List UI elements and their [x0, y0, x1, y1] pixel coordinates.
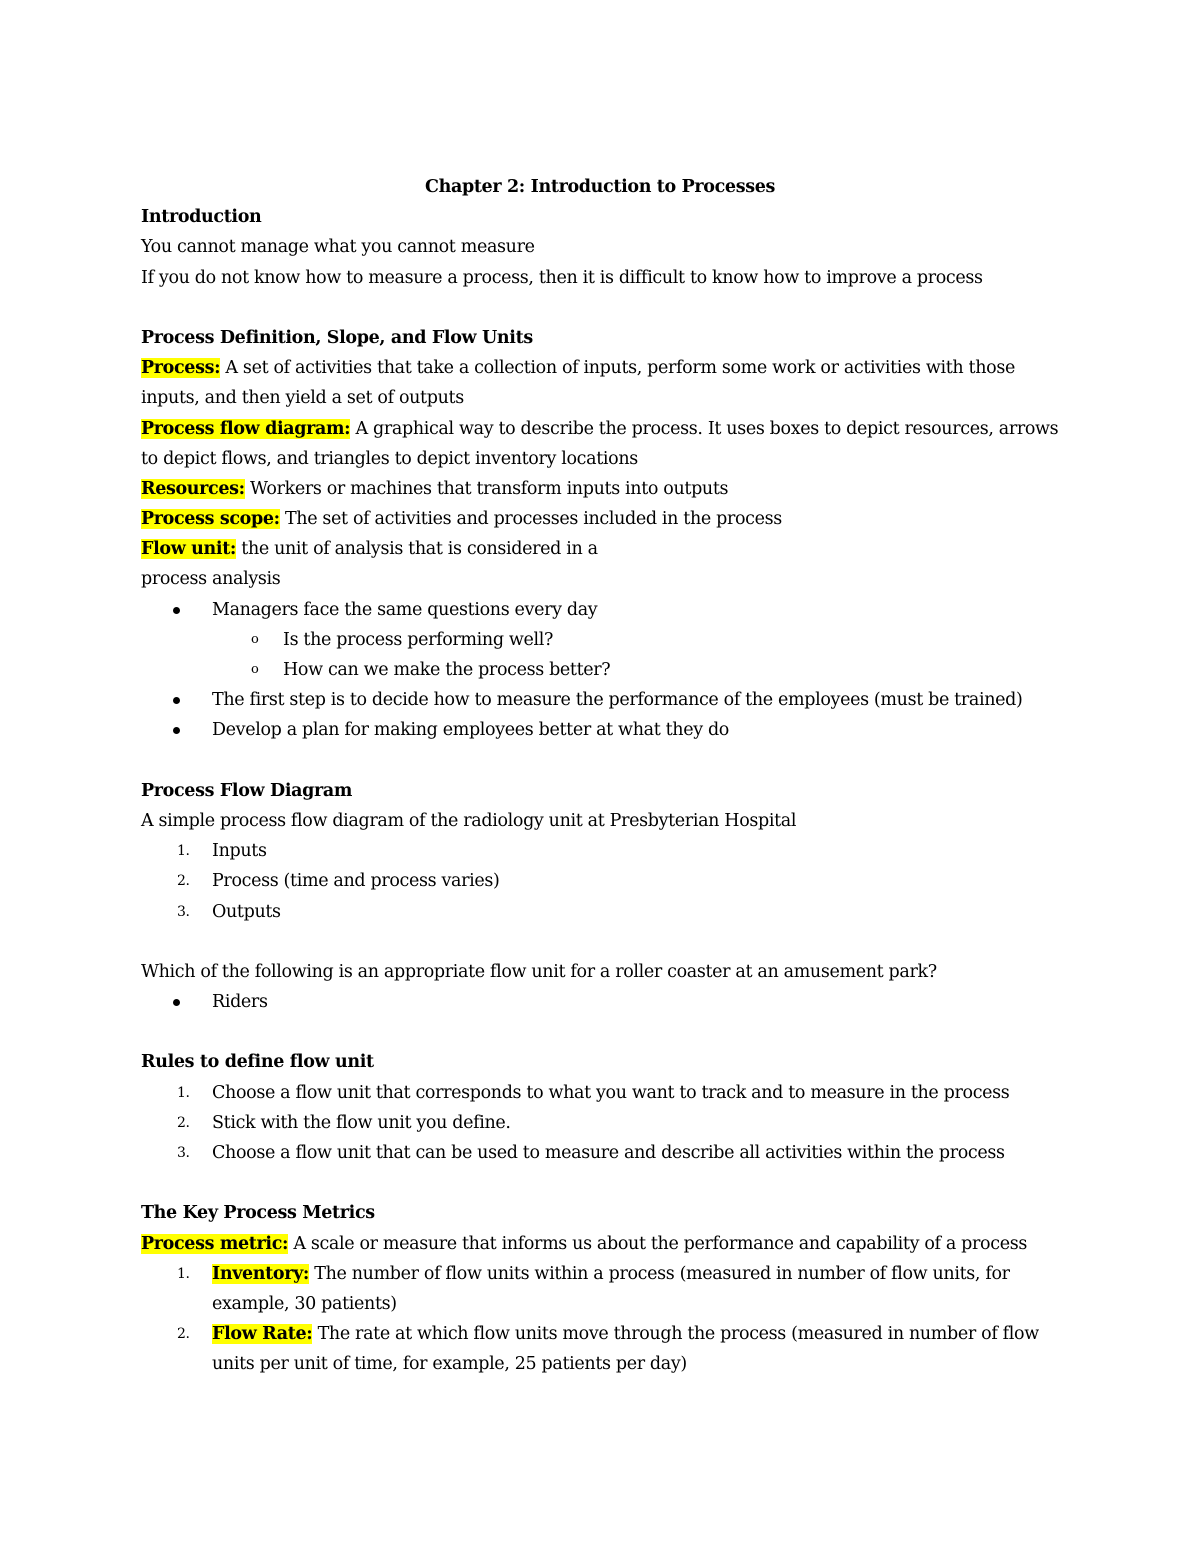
list-item-continuation: units per unit of time, for example, 25 patients per day) [212, 1354, 687, 1375]
list-item-continuation: example, 30 patients) [212, 1293, 397, 1314]
list-number: 3. [177, 903, 190, 920]
list-item: 3. Outputs [141, 897, 1081, 927]
list-item: 1. Inventory: The number of flow units within a process (measured in number of flow units, for [141, 1259, 1081, 1289]
spacer [141, 746, 1081, 776]
page-title: Chapter 2: Introduction to Processes [425, 177, 775, 197]
definition-process-scope [141, 504, 1081, 534]
list-number: 1. [177, 1084, 190, 1101]
bullet-icon [173, 715, 180, 745]
bullet-icon [173, 685, 180, 715]
pfd-description: A simple process flow diagram of the radiology unit at Presbyterian Hospital [141, 810, 797, 831]
definition-process [141, 353, 1081, 383]
list-item: 1. Choose a flow unit that corresponds to what you want to track and to measure in the process [141, 1078, 1081, 1108]
term-highlight: Process metric: [141, 1233, 289, 1254]
answer-list [141, 987, 1081, 1017]
term-highlight: Process flow diagram: [141, 418, 351, 439]
definition-flow-unit [141, 534, 1081, 564]
list-number: 2. [177, 873, 190, 890]
definition-text: A graphical way to describe the process. It uses boxes to depict resources, arrows [350, 418, 1059, 439]
list-number: 2. [177, 1326, 190, 1343]
list-number: 1. [177, 843, 190, 860]
list-number: 2. [177, 1114, 190, 1131]
term-highlight: Flow Rate: [212, 1324, 313, 1345]
spacer [141, 1017, 1081, 1047]
list-item: o Is the process performing well? [141, 625, 1081, 655]
pfd-numbered-list [141, 836, 1081, 927]
list-item: o How can we make the process better? [141, 655, 1081, 685]
metrics-heading: The Key Process Metrics [141, 1203, 375, 1224]
intro-line: You cannot manage what you cannot measure [141, 237, 535, 258]
document-body [141, 172, 1081, 1380]
list-number: 3. [177, 1145, 190, 1161]
list-item: 2. Stick with the flow unit you define. [141, 1108, 1081, 1138]
definition-text: Workers or machines that transform inputs into outputs [244, 478, 729, 499]
term-highlight: Process: [141, 358, 221, 379]
spacer [141, 293, 1081, 323]
rules-heading: Rules to define flow unit [141, 1052, 374, 1073]
list-item: Develop a plan for making employees better at what they do [141, 715, 1081, 745]
definition-text: A set of activities that take a collection of inputs, perform some work or activities with those [220, 358, 1015, 379]
definition-resources [141, 474, 1081, 504]
list-item: The first step is to decide how to measure the performance of the employees (must be trained) [141, 685, 1081, 715]
term-highlight: Flow unit: [141, 539, 237, 560]
definition-text: The set of activities and processes included in the process [279, 509, 782, 530]
sub-bullet-icon: o [251, 631, 259, 647]
definitions-heading: Process Definition, Slope, and Flow Units [141, 327, 533, 348]
definition-text: A scale or measure that informs us about the performance and capability of a process [288, 1233, 1027, 1254]
intro-line: If you do not know how to measure a process, then it is difficult to know how to improve a process [141, 267, 983, 288]
definition-continuation: to depict flows, and triangles to depict inventory locations [141, 448, 638, 469]
term-highlight: Process scope: [141, 509, 280, 530]
intro-heading: Introduction [141, 207, 262, 228]
list-item: Riders [141, 987, 1081, 1017]
definition-process-metric [141, 1229, 1081, 1259]
list-item: Managers face the same questions every day [141, 595, 1081, 625]
spacer [141, 927, 1081, 957]
list-number: 1. [177, 1265, 190, 1282]
definition-continuation: inputs, and then yield a set of outputs [141, 388, 464, 409]
definition-process-flow-diagram [141, 414, 1081, 444]
list-item: 2. Flow Rate: The rate at which flow units move through the process (measured in number of flow [141, 1319, 1081, 1349]
list-item: 2. Process (time and process varies) [141, 866, 1081, 896]
rules-numbered-list [141, 1078, 1081, 1169]
term-highlight: Resources: [141, 478, 245, 499]
definitions-bullet-list [141, 595, 1081, 746]
sub-bullet-icon: o [251, 662, 259, 677]
bullet-icon [173, 595, 180, 625]
definition-text: the unit of analysis that is considered in a [236, 539, 598, 560]
metrics-numbered-list [141, 1259, 1081, 1380]
list-item: 1. Inputs [141, 836, 1081, 866]
list-item: 3. Choose a flow unit that can be used to measure and describe all activities within the process [141, 1138, 1081, 1168]
pfd-heading: Process Flow Diagram [141, 780, 353, 801]
term-highlight: Inventory: [212, 1263, 310, 1284]
definition-continuation: process analysis [141, 569, 281, 590]
spacer [141, 1168, 1081, 1198]
bullet-icon [173, 987, 180, 1017]
question-text: Which of the following is an appropriate flow unit for a roller coaster at an amusement park? [141, 961, 937, 982]
